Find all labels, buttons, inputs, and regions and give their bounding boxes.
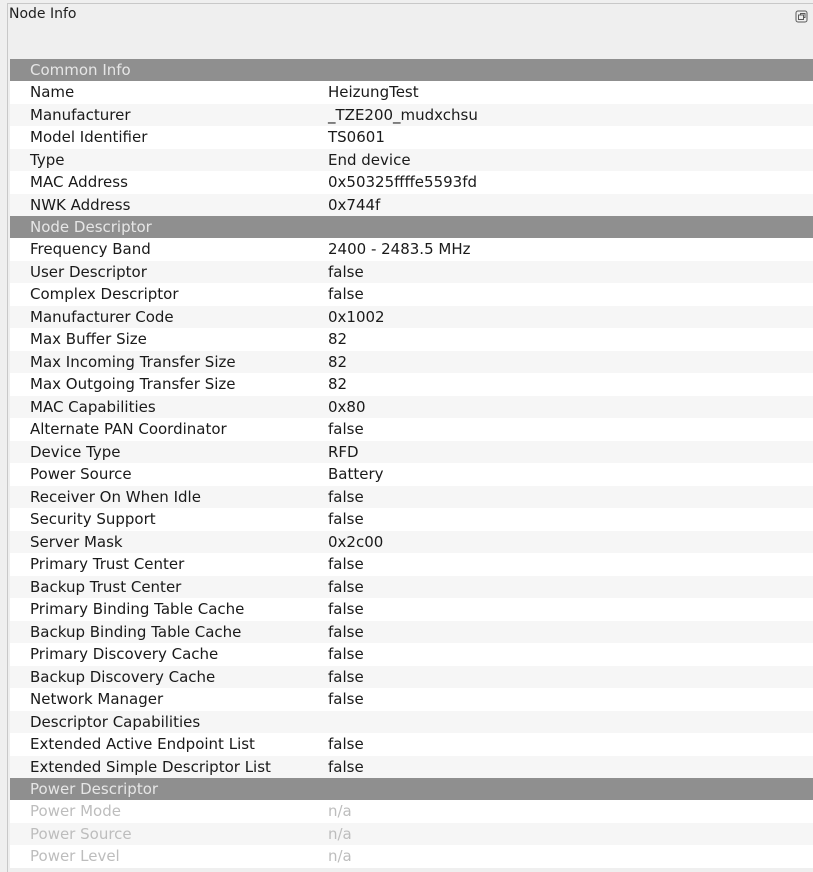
float-window-icon[interactable] [795, 10, 808, 23]
property-value: n/a [328, 824, 352, 843]
property-name: Descriptor Capabilities [30, 712, 201, 731]
property-value: 0x80 [328, 397, 366, 416]
property-row[interactable] [10, 486, 813, 509]
property-name: NWK Address [30, 195, 131, 214]
property-name: Receiver On When Idle [30, 487, 201, 506]
property-name: Backup Trust Center [30, 577, 182, 596]
property-row[interactable] [10, 441, 813, 464]
property-row[interactable] [10, 733, 813, 756]
property-row[interactable] [10, 306, 813, 329]
property-row[interactable] [10, 81, 813, 104]
property-name: Manufacturer Code [30, 307, 174, 326]
property-row[interactable] [10, 171, 813, 194]
property-name: Power Source [30, 824, 132, 843]
property-name: Complex Descriptor [30, 285, 179, 303]
property-value: false [328, 285, 364, 303]
property-value: 82 [328, 330, 348, 348]
property-value: TS0601 [328, 128, 385, 146]
property-row[interactable] [10, 373, 813, 396]
property-name: Max Outgoing Transfer Size [30, 375, 236, 393]
property-row[interactable] [10, 800, 813, 823]
section-header[interactable] [10, 216, 813, 238]
panel-title: Node Info [9, 6, 77, 22]
property-row[interactable] [10, 688, 813, 711]
property-value: 82 [328, 375, 348, 393]
property-row[interactable] [10, 194, 813, 217]
property-name: Backup Binding Table Cache [30, 622, 242, 641]
property-value: false [328, 577, 364, 596]
property-value: false [328, 487, 364, 506]
property-value: false [328, 645, 364, 663]
property-name: Server Mask [30, 532, 123, 551]
property-row[interactable] [10, 396, 813, 419]
property-row[interactable] [10, 823, 813, 846]
property-value: _TZE200_mudxchsu [328, 105, 478, 124]
property-row[interactable] [10, 666, 813, 689]
property-value: false [328, 600, 364, 618]
property-name: Security Support [30, 510, 156, 528]
property-row[interactable] [10, 261, 813, 284]
property-row[interactable] [10, 283, 813, 306]
section-header[interactable] [10, 59, 813, 81]
property-value: false [328, 420, 364, 438]
property-name: Primary Discovery Cache [30, 645, 219, 663]
property-row[interactable] [10, 621, 813, 644]
property-value: n/a [328, 802, 352, 820]
property-value: HeizungTest [328, 83, 419, 101]
property-name: Name [30, 83, 75, 101]
section-title: Power Descriptor [30, 780, 159, 798]
property-name: Extended Active Endpoint List [30, 735, 255, 753]
property-row[interactable] [10, 598, 813, 621]
section-header[interactable] [10, 778, 813, 800]
section-title: Common Info [30, 61, 131, 79]
property-value: n/a [328, 847, 352, 865]
property-name: Backup Discovery Cache [30, 667, 216, 686]
property-value: 0x50325ffffe5593fd [328, 173, 478, 191]
property-name: Type [30, 150, 65, 169]
property-value: End device [328, 150, 411, 169]
property-name: Extended Simple Descriptor List [30, 757, 271, 776]
property-value: Battery [328, 465, 384, 483]
property-value: false [328, 622, 364, 641]
panel-top-border [7, 3, 813, 4]
property-name: Network Manager [30, 690, 164, 708]
property-row[interactable] [10, 576, 813, 599]
property-name: MAC Capabilities [30, 397, 156, 416]
property-value: false [328, 757, 364, 776]
property-value: false [328, 555, 364, 573]
property-name: Max Incoming Transfer Size [30, 352, 236, 371]
property-row[interactable] [10, 418, 813, 441]
property-row[interactable] [10, 553, 813, 576]
property-row[interactable] [10, 104, 813, 127]
property-name: Frequency Band [30, 240, 151, 258]
property-row[interactable] [10, 463, 813, 486]
property-row[interactable] [10, 328, 813, 351]
property-value: false [328, 735, 364, 753]
property-row[interactable] [10, 643, 813, 666]
property-value: false [328, 690, 364, 708]
panel-left-border [7, 3, 8, 872]
property-row[interactable] [10, 531, 813, 554]
property-value: false [328, 262, 364, 281]
property-value: 0x2c00 [328, 532, 384, 551]
node-info-table [10, 59, 813, 868]
property-row[interactable] [10, 351, 813, 374]
property-value: 0x1002 [328, 307, 385, 326]
property-name: User Descriptor [30, 262, 147, 281]
property-value: 0x744f [328, 195, 381, 214]
property-row[interactable] [10, 845, 813, 868]
property-value: RFD [328, 442, 359, 461]
property-row[interactable] [10, 756, 813, 779]
property-name: Device Type [30, 442, 121, 461]
property-row[interactable] [10, 149, 813, 172]
property-value: false [328, 667, 364, 686]
property-name: Power Level [30, 847, 120, 865]
property-value: false [328, 510, 364, 528]
property-name: Alternate PAN Coordinator [30, 420, 227, 438]
property-row[interactable] [10, 711, 813, 734]
property-row[interactable] [10, 126, 813, 149]
property-name: Manufacturer [30, 105, 131, 124]
property-name: Model Identifier [30, 128, 148, 146]
property-value: 82 [328, 352, 348, 371]
property-row[interactable] [10, 508, 813, 531]
property-name: Primary Trust Center [30, 555, 185, 573]
property-name: Power Mode [30, 802, 121, 820]
property-name: Power Source [30, 465, 132, 483]
property-row[interactable] [10, 238, 813, 261]
property-name: Primary Binding Table Cache [30, 600, 245, 618]
property-name: Max Buffer Size [30, 330, 147, 348]
section-title: Node Descriptor [30, 218, 152, 236]
property-value: 2400 - 2483.5 MHz [328, 240, 471, 258]
property-name: MAC Address [30, 173, 128, 191]
